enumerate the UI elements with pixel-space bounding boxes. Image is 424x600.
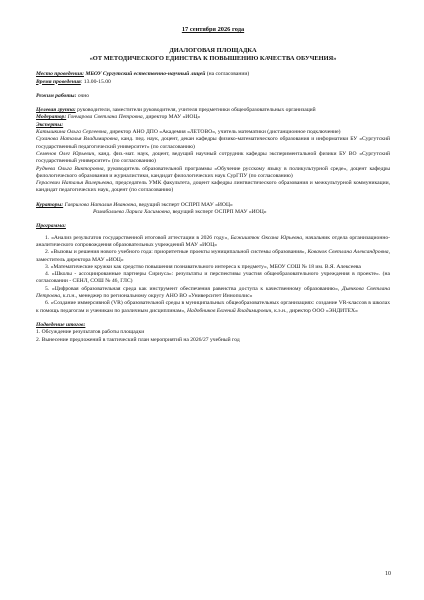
time-value: : 13.00-15.00 — [80, 78, 111, 85]
expert-text: канд. пед. наук, доцент, декан кафедры физико-математического образования и информатики БУ «Сургутский государственный педагогический университет» (по согласованию) — [36, 136, 391, 150]
summary-label: Подведение итогов: — [36, 321, 86, 328]
title-line-1: ДИАЛОГОВАЯ ПЛОЩАДКА — [169, 47, 257, 55]
summary-item: 1. Обсуждение результатов работы площадки — [36, 329, 145, 336]
expert-name: Руднева Ольга Викторовна, — [36, 165, 105, 172]
moderator-line — [36, 114, 390, 121]
program-item-text: 3. «Математические кружки как средство повышения познавательного интереса к предмету», МБОУ СОШ № 18 им. В.Я. Алексеева — [45, 263, 361, 270]
program-speaker-role: заместитель директора МАУ «ИОЦ» — [36, 256, 124, 263]
program-item — [36, 235, 390, 250]
curator-role: ведущий эксперт ОСПРП МАУ «ИОЦ» — [137, 201, 233, 208]
moderator-label: Модератор: — [36, 114, 67, 121]
mode-value: очно — [76, 92, 90, 99]
program-item — [36, 300, 390, 315]
target-value: руководители, заместители руководителя, учителя предметники общеобразовательных организаций — [75, 107, 316, 114]
program-speaker: Ковачок Светлана Александровна, — [307, 249, 390, 256]
program-speaker: Дьячкова Светлана Петровна, — [36, 285, 390, 300]
program-speaker: Бажиштюк Оксана Юрьевна, — [230, 234, 304, 241]
expert-name: Суханова Наталья Владимировна, — [36, 136, 120, 143]
venue-value: МБОУ Сургутский естественно-научный лицей — [83, 71, 206, 78]
program-item-text: 2. «Вызовы и решения нового учебного года: приоритетные проекты муниципальной системы образования», — [45, 249, 308, 256]
expert-item — [36, 166, 390, 181]
curator-name: Рамабалиева Лариса Хасимовна, — [93, 209, 172, 216]
event-date: 17 сентября 2026 года — [181, 26, 245, 33]
expert-item — [36, 136, 390, 151]
expert-name: Катышкина Ольга Сергеевна, — [36, 129, 108, 136]
moderator-name: Гончарова Светлана Петровна, — [66, 114, 145, 121]
title-line-2: «ОТ МЕТОДИЧЕСКОГО ЕДИНСТВА К ПОВЫШЕНИЮ КАЧЕСТВА ОБУЧЕНИЯ» — [89, 55, 337, 63]
program-speaker-role: к.п.н., менеджер по региональному округу АНО ВО «Университет Иннополис» — [61, 293, 253, 300]
expert-text: канд. физ.-мат. наук, доцент, ведущий научный сотрудник кафедры экспериментальной физики БУ ВО «Сургутский государственный университет» (по согласованию) — [36, 150, 390, 165]
expert-name: Герасевич Наталья Валерьевна, — [36, 180, 114, 187]
target-label: Целевая группа: — [36, 107, 76, 114]
program-item-text: 5. «Цифровая образовательная среда как инструмент обеспечения равенства доступа к качественному образованию», — [45, 285, 343, 292]
expert-item — [36, 151, 390, 166]
program-speaker-role: к.э.н., директор ООО «ЭНДИТЕХ» — [272, 307, 358, 314]
mode-label: Режим работы: — [36, 92, 77, 99]
program-speaker: Надобников Евгений Владимирович, — [186, 307, 273, 314]
venue-line — [36, 71, 390, 78]
program-item — [36, 286, 390, 301]
venue-label: Место проведения: — [36, 71, 84, 78]
curator-line-2 — [36, 209, 390, 216]
curator-line-1 — [36, 202, 390, 209]
expert-item — [36, 180, 390, 195]
expert-text: директор АНО ДПО «Академия «ЛЕТОВО», учитель математики (дистанционное подключение) — [107, 129, 341, 136]
program-speaker-role: начальник отдела организационно-аналитического сопровождения образовательных учреждений МАУ «ИОЦ» — [36, 234, 390, 248]
curator-name: Гаврилова Наталия Ивановна, — [63, 201, 138, 208]
expert-name: Семенов Олег Юрьевич, — [36, 150, 96, 157]
program-item-text: 1. «Анализ результатов государственной итоговой аттестации в 2026 году», — [45, 234, 231, 241]
curators-label: Кураторы: — [36, 201, 64, 208]
program-item — [36, 271, 390, 286]
summary-item: 2. Вынесение предложений в тактический план мероприятий на 2026/27 учебный год — [36, 336, 240, 343]
expert-text: председатель УМК факультета, доцент кафедры лингвистического образования и межкультурной коммуникации, кандидат педагогических наук, доцент (по согласованию) — [36, 180, 390, 194]
program-item — [36, 249, 390, 264]
experts-label: Эксперты: — [36, 121, 64, 128]
time-label: Время проведения — [36, 78, 81, 85]
mode-line — [36, 93, 390, 100]
expert-text: руководитель образовательной программы «Обучение русскому языку в поликультурной среде», доцент кафедры филологического образования и журналистики, кандидат филологических наук СурГПУ (по согласованию) — [36, 165, 390, 179]
program-item-text: 4. «Школы - ассоциированные партнеры Сириуса»: результаты и перспективы участия общеобразовательного учреждения в проекте». (на согласовании - СЕНЛ, СОШ № 46, ГЛС) — [36, 271, 390, 285]
document-title — [36, 47, 390, 63]
curator-role: ведущий эксперт ОСПРП МАУ «ИОЦ» — [171, 209, 267, 216]
moderator-role: директор МАУ «ИОЦ» — [144, 114, 201, 121]
program-item-text: 6. «Создание иммерсивной (VR) образовательной среды в муниципальных общеобразовательных организациях: создание VR-классов в школах к помощь педагогам и ученикам по различным дисциплинам», — [36, 300, 390, 314]
page-number: 10 — [385, 570, 391, 577]
venue-note: (на согласовании) — [205, 71, 250, 78]
time-line — [36, 79, 390, 86]
program-label: Программа: — [36, 223, 66, 230]
